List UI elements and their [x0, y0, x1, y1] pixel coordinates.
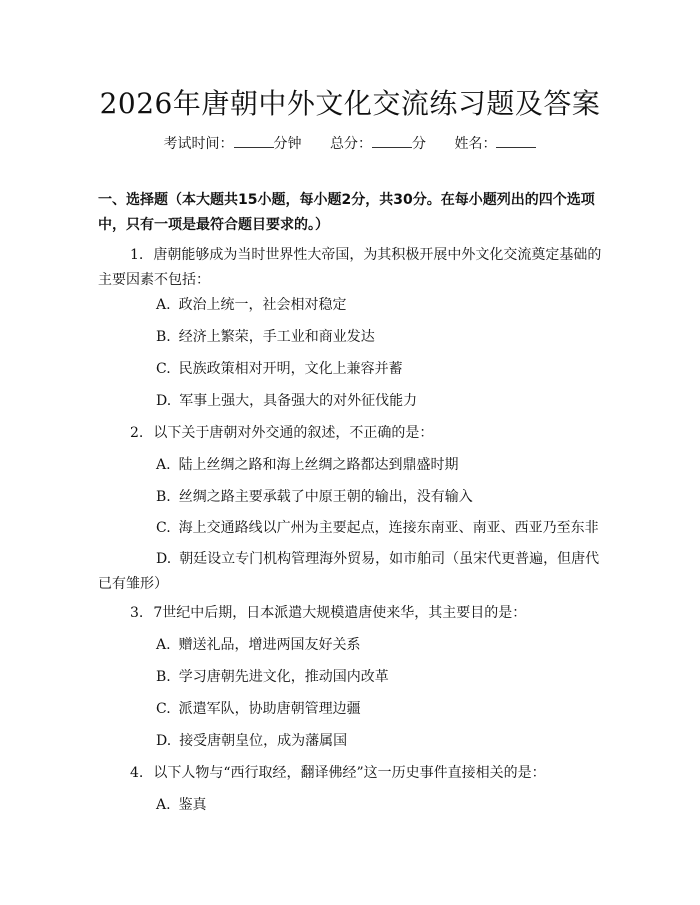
- option-label: B.: [156, 329, 171, 345]
- name-field: [454, 133, 536, 153]
- exam-info-line: [0, 133, 700, 153]
- option-text: 军事上强大，具备强大的对外征伐能力: [179, 393, 418, 409]
- question-number: 4.: [130, 765, 144, 781]
- option-text: 政治上统一，社会相对稳定: [178, 297, 347, 313]
- option-label: A.: [156, 457, 171, 473]
- name-label: 姓名：: [454, 136, 497, 152]
- total-score-blank: [372, 133, 412, 148]
- option-label: B.: [156, 669, 171, 685]
- option-1d: [156, 389, 606, 414]
- total-score-field: [330, 133, 426, 153]
- question-stem: 7世纪中后期，日本派遣大规模遣唐使来华，其主要目的是：: [153, 605, 527, 621]
- option-text: 丝绸之路主要承载了中原王朝的输出，没有输入: [178, 489, 473, 505]
- question-2: [98, 421, 603, 446]
- option-label: D.: [156, 551, 172, 567]
- option-text: 赠送礼品，增进两国友好关系: [178, 637, 361, 653]
- option-1a: [156, 293, 606, 318]
- question-number: 2.: [130, 425, 144, 441]
- option-text: 民族政策相对开明，文化上兼容并蓄: [178, 361, 403, 377]
- question-number: 3.: [130, 605, 144, 621]
- option-text: 鉴真: [178, 797, 207, 813]
- option-text: 经济上繁荣，手工业和商业发达: [178, 329, 375, 345]
- question-stem: 唐朝能够成为当时世界性大帝国，为其积极开展中外文化交流奠定基础的主要因素不包括：: [98, 247, 602, 288]
- question-1: [98, 243, 603, 293]
- option-label: D.: [156, 733, 172, 749]
- option-1b: [156, 325, 606, 350]
- question-stem: 以下人物与“西行取经，翻译佛经”这一历史事件直接相关的是：: [153, 765, 546, 781]
- option-text: 学习唐朝先进文化，推动国内改革: [178, 669, 389, 685]
- option-2c: [156, 516, 606, 541]
- option-1c: [156, 357, 606, 382]
- option-text: 海上交通路线以广州为主要起点，连接东南亚、南亚、西亚乃至东非: [178, 520, 599, 536]
- option-label: C.: [156, 361, 171, 377]
- question-4: [98, 761, 603, 786]
- exam-time-label: 考试时间：: [163, 136, 234, 152]
- exam-time-field: [164, 133, 302, 153]
- exam-time-unit: 分钟: [273, 136, 302, 152]
- option-3c: [156, 697, 606, 722]
- option-text: 陆上丝绸之路和海上丝绸之路都达到鼎盛时期: [178, 457, 459, 473]
- question-3: [98, 601, 603, 626]
- total-score-label: 总分：: [330, 136, 372, 152]
- option-text: 派遣军队，协助唐朝管理边疆: [178, 701, 361, 717]
- option-text: 接受唐朝皇位，成为藩属国: [179, 733, 348, 749]
- document-title: 2026年唐朝中外文化交流练习题及答案: [99, 87, 601, 120]
- option-3d: [156, 729, 606, 754]
- option-label: A.: [156, 797, 171, 813]
- option-label: D.: [156, 393, 172, 409]
- option-text: 朝廷设立专门机构管理海外贸易，如市舶司（虽宋代更普遍，但唐代已有雏形）: [98, 551, 600, 592]
- option-4a: [156, 793, 606, 818]
- option-label: B.: [156, 489, 171, 505]
- option-3a: [156, 633, 606, 658]
- exam-time-blank: [234, 133, 274, 148]
- question-number: 1.: [130, 247, 144, 263]
- option-label: C.: [156, 701, 171, 717]
- question-stem: 以下关于唐朝对外交通的叙述，不正确的是：: [153, 425, 434, 441]
- option-2b: [156, 485, 606, 510]
- section-heading: 一、选择题（本大题共15小题，每小题2分，共30分。在每小题列出的四个选项中，只有一项是最符合题目要求的。）: [98, 192, 595, 233]
- option-2a: [156, 453, 606, 478]
- option-2d: [98, 547, 603, 597]
- option-3b: [156, 665, 606, 690]
- option-label: A.: [156, 637, 171, 653]
- option-label: C.: [156, 520, 171, 536]
- option-label: A.: [156, 297, 171, 313]
- name-blank: [496, 133, 536, 148]
- total-score-unit: 分: [412, 136, 426, 152]
